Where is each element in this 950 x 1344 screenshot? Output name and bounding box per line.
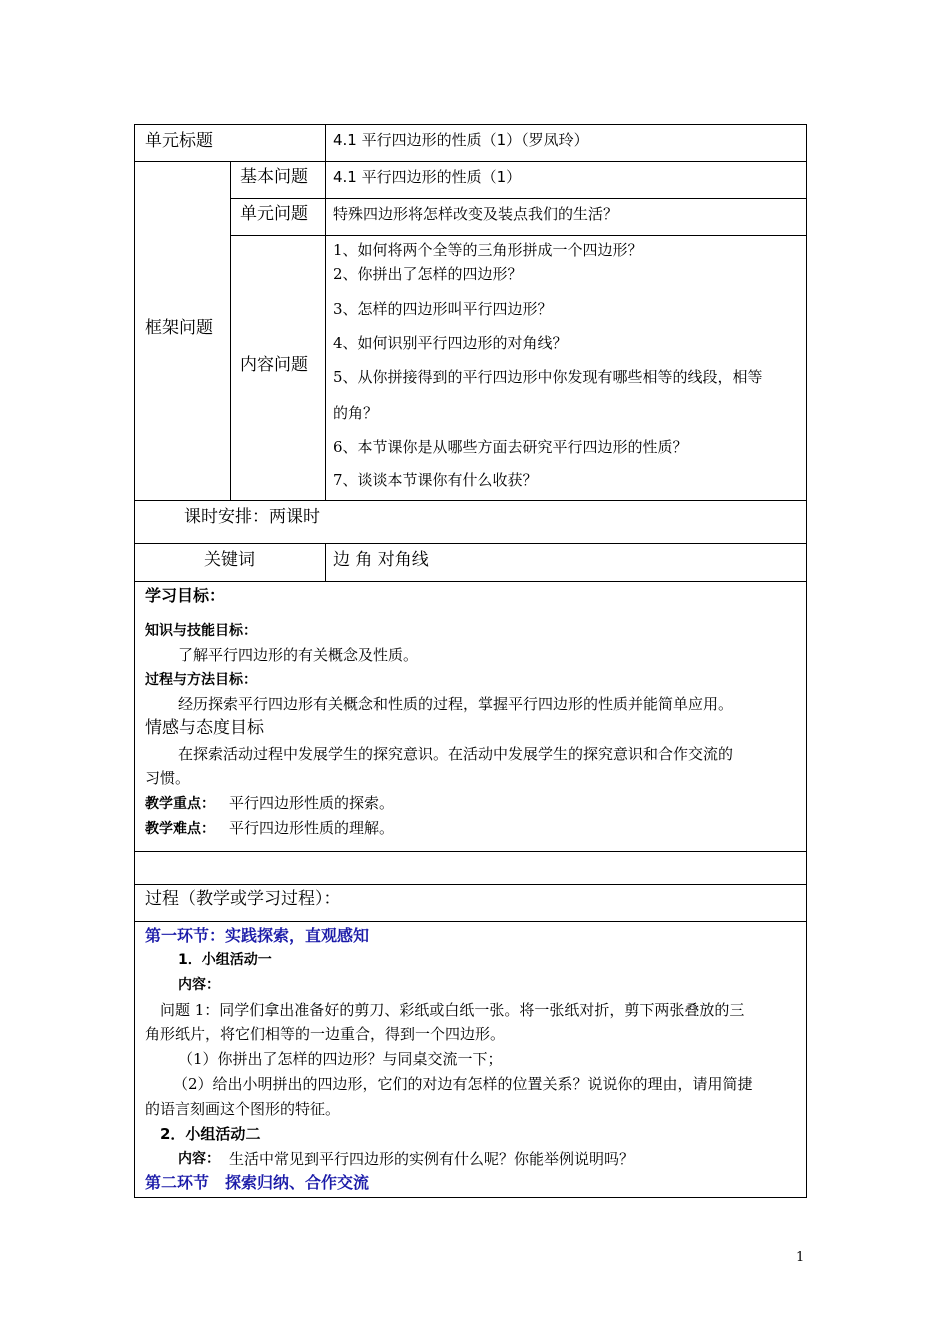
- content-item: 1、如何将两个全等的三角形拼成一个四边形？: [333, 241, 643, 259]
- col-divider: [230, 161, 231, 500]
- sub-question-text: 的语言刻画这个图形的特征。: [145, 1100, 341, 1118]
- unit-question-label: 单元问题: [240, 204, 308, 224]
- process-title: 过程（教学或学习过程）：: [145, 889, 341, 909]
- content-label: 内容：: [178, 977, 220, 993]
- unit-title-value: 4.1 平行四边形的性质（1）（罗凤玲）: [333, 131, 589, 149]
- knowledge-label: 知识与技能目标：: [145, 623, 257, 639]
- question-one-text: 角形纸片，将它们相等的一边重合，得到一个四边形。: [145, 1025, 506, 1043]
- key-point-text: 平行四边形性质的探索。: [229, 794, 395, 812]
- row-divider: [134, 161, 807, 162]
- emotion-text: 在探索活动过程中发展学生的探究意识。在活动中发展学生的探究意识和合作交流的: [178, 745, 734, 763]
- col-divider: [325, 124, 326, 500]
- row-divider: [134, 500, 807, 501]
- keywords-label: 关键词: [204, 550, 255, 570]
- basic-question-label: 基本问题: [240, 167, 308, 187]
- sub-question-text: （2）给出小明拼出的四边形，它们的对边有怎样的位置关系？说说你的理由，请用简捷: [173, 1075, 753, 1093]
- col-divider: [325, 543, 326, 581]
- row-divider: [134, 543, 807, 544]
- key-point-label: 教学重点：: [145, 796, 215, 812]
- emotion-text: 习惯。: [145, 769, 191, 787]
- content-two-label: 内容：: [178, 1151, 220, 1167]
- activity-one-heading: 1．小组活动一: [178, 952, 272, 968]
- content-item: 3、怎样的四边形叫平行四边形？: [333, 300, 553, 318]
- page-number: 1: [796, 1250, 805, 1265]
- row-divider: [134, 884, 807, 885]
- content-item: 5、从你拼接得到的平行四边形中你发现有哪些相等的线段，相等: [333, 368, 763, 386]
- content-item: 2、你拼出了怎样的四边形？: [333, 265, 523, 283]
- content-item: 4、如何识别平行四边形的对角线？: [333, 334, 568, 352]
- content-item: 7、谈谈本节课你有什么收获？: [333, 471, 538, 489]
- emotion-label: 情感与态度目标: [145, 718, 264, 738]
- section-one-heading: 第一环节：实践探索，直观感知: [145, 926, 370, 945]
- keywords-value: 边 角 对角线: [333, 550, 429, 570]
- row-divider: [134, 921, 807, 922]
- difficulty-label: 教学难点：: [145, 821, 215, 837]
- sub-question-text: （1）你拼出了怎样的四边形？与同桌交流一下；: [178, 1050, 503, 1068]
- goals-title: 学习目标：: [145, 586, 226, 605]
- content-item: 的角？: [333, 404, 379, 422]
- process-goal-label: 过程与方法目标：: [145, 672, 257, 688]
- difficulty-text: 平行四边形性质的理解。: [229, 819, 395, 837]
- content-question-label: 内容问题: [240, 355, 308, 375]
- schedule: 课时安排：两课时: [184, 507, 320, 527]
- activity-two-heading: 2．小组活动二: [160, 1125, 261, 1143]
- content-two-text: 生活中常见到平行四边形的实例有什么呢？你能举例说明吗？: [229, 1150, 635, 1168]
- row-divider: [230, 198, 807, 199]
- row-divider: [230, 235, 807, 236]
- unit-title-label: 单元标题: [145, 131, 213, 151]
- row-divider: [134, 851, 807, 852]
- unit-question-value: 特殊四边形将怎样改变及装点我们的生活？: [333, 205, 619, 223]
- row-divider: [134, 581, 807, 582]
- process-goal-text: 经历探索平行四边形有关概念和性质的过程，掌握平行四边形的性质并能简单应用。: [178, 695, 734, 713]
- question-one-text: 问题 1：同学们拿出准备好的剪刀、彩纸或白纸一张。将一张纸对折，剪下两张叠放的三: [160, 1001, 745, 1019]
- framework-label: 框架问题: [145, 318, 213, 338]
- content-item: 6、本节课你是从哪些方面去研究平行四边形的性质？: [333, 438, 688, 456]
- basic-question-value: 4.1 平行四边形的性质（1）: [333, 168, 522, 186]
- section-two-heading: 第二环节 探索归纳、合作交流: [145, 1173, 370, 1192]
- knowledge-text: 了解平行四边形的有关概念及性质。: [178, 646, 419, 664]
